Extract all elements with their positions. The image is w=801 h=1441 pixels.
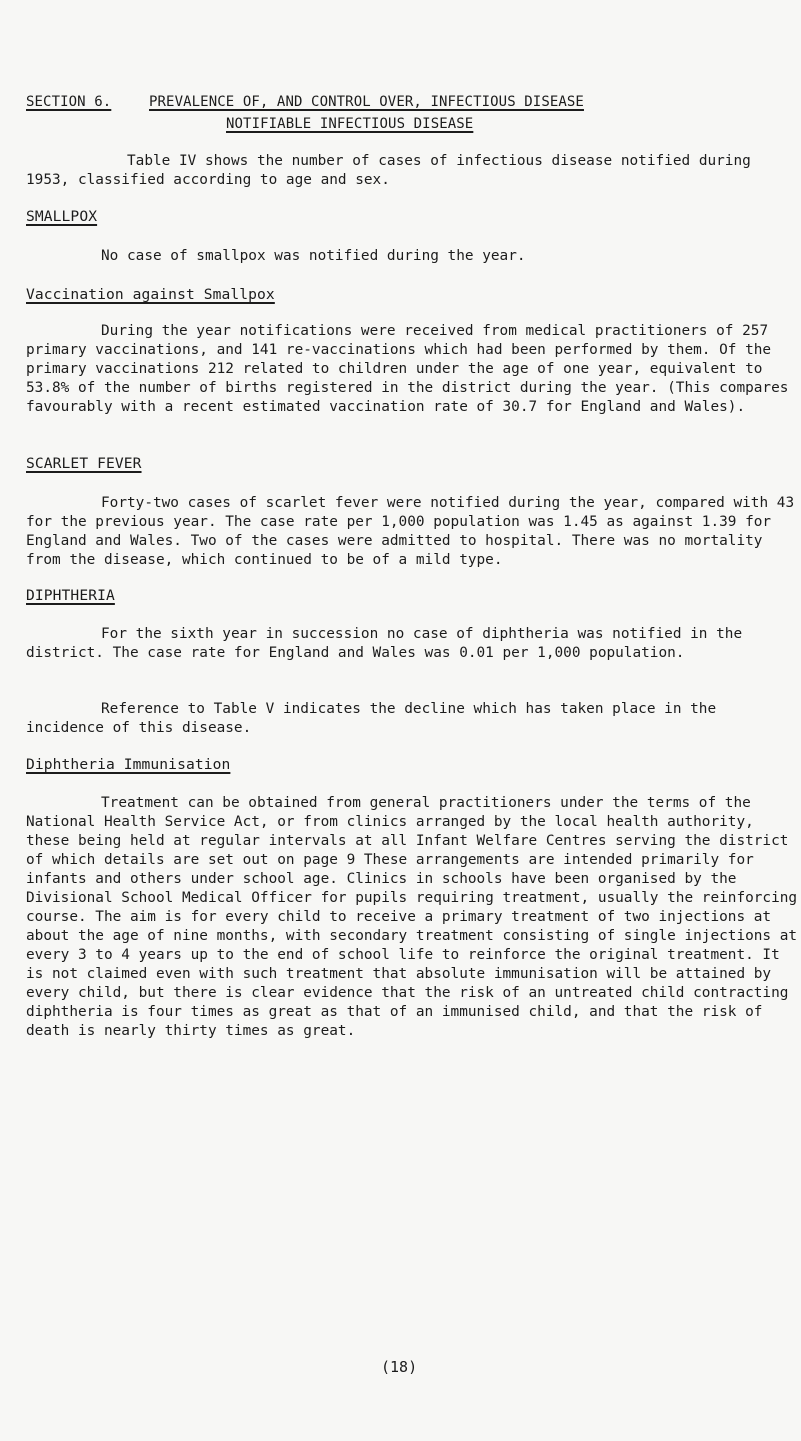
diphtheria-heading: DIPHTHERIA	[26, 587, 115, 604]
page-number: (18)	[381, 1358, 418, 1376]
section-title: PREVALENCE OF, AND CONTROL OVER, INFECTIOUS DISEASE	[149, 94, 584, 110]
diphtheria-paragraph-2: Reference to Table V indicates the decline which has taken place in the incidence of this disease.	[26, 701, 717, 736]
scarlet-fever-heading: SCARLET FEVER	[26, 455, 142, 472]
smallpox-heading: SMALLPOX	[26, 208, 98, 225]
intro-paragraph: Table IV shows the number of cases of infectious disease notified during 1953, classified according to age and sex.	[26, 153, 751, 188]
section-subtitle: NOTIFIABLE INFECTIOUS DISEASE	[226, 116, 474, 132]
vaccination-heading: Vaccination against Smallpox	[26, 286, 275, 303]
scarlet-fever-paragraph: Forty-two cases of scarlet fever were notified during the year, compared with 43 for the previous year. The case rate per 1,000 population was 1.45 as against 1.39 for England and Wales. Two of the cases were admitted to hospital. There was no mortality from the disease, which continued to be of a mild type.	[26, 495, 795, 568]
diphtheria-paragraph-1: For the sixth year in succession no case of diphtheria was notified in the district. The case rate for England and Wales was 0.01 per 1,000 population.	[26, 626, 743, 661]
smallpox-paragraph: No case of smallpox was notified during the year.	[101, 248, 526, 264]
immunisation-heading: Diphtheria Immunisation	[26, 756, 231, 773]
immunisation-paragraph: Treatment can be obtained from general practitioners under the terms of the National Health Service Act, or from clinics arranged by the local health authority, these being held at regular intervals at all Infant Welfare Centres serving the district of which details are set out on page 9 These arrangements are intended primarily for infants and others under school age. Clinics in schools have been organised by the Divisional School Medical Officer for pupils requiring treatment, usually the reinforcing course. The aim is for every child to receive a primary treatment of two injections at about the age of nine months, with secondary treatment consisting of single injections at every 3 to 4 years up to the end of school life to reinforce the original treatment. It is not claimed even with such treatment that absolute immunisation will be attained by every child, but there is clear evidence that the risk of an untreated child contracting diphtheria is four times as great as that of an immunised child, and that the risk of death is nearly thirty times as great.	[26, 795, 798, 1039]
vaccination-paragraph: During the year notifications were received from medical practitioners of 257 primary vaccinations, and 141 re-vaccinations which had been performed by them. Of the primary vaccinations 212 related to children under the age of one year, equivalent to 53.8% of the number of births registered in the district during the year. (This compares favourably with a recent estimated vaccination rate of 30.7 for England and Wales).	[26, 323, 789, 415]
section-label: SECTION 6.	[26, 94, 112, 110]
